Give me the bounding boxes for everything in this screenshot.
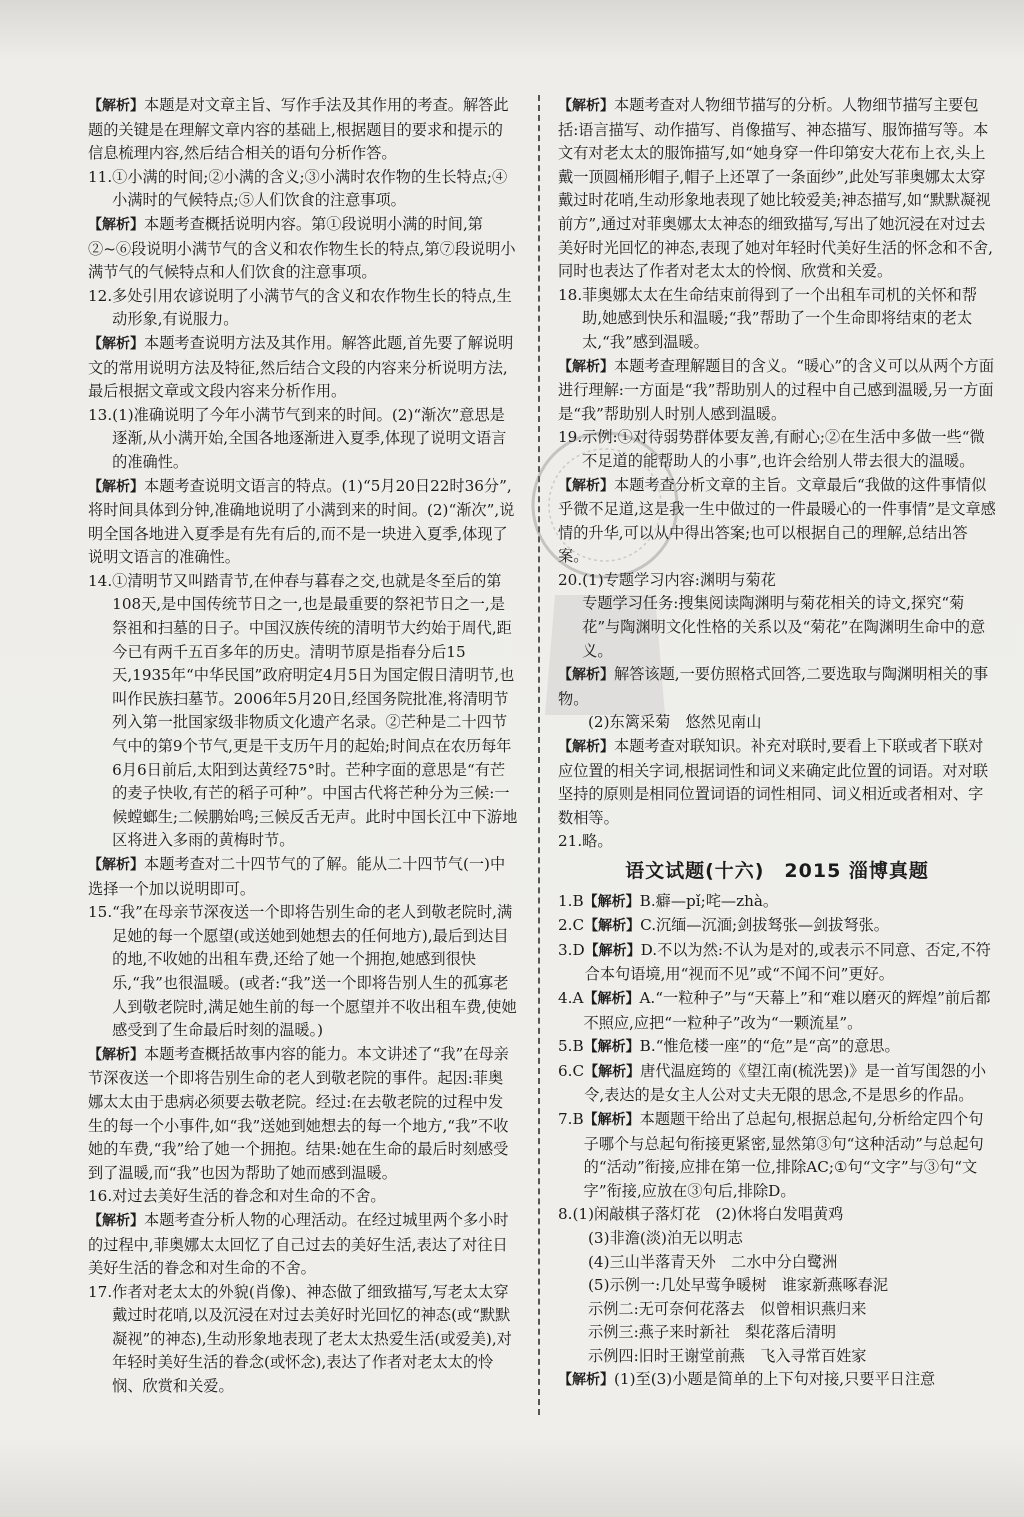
item-number: 18. bbox=[558, 285, 583, 304]
item-text: ①小满的时间;②小满的含义;③小满时农作物的生长特点;④小满时的气候特点;⑤人们饮食的注意事项。 bbox=[112, 167, 508, 210]
analysis-paragraph bbox=[558, 1108, 996, 1203]
item-number: 12. bbox=[88, 286, 113, 305]
analysis-tag: 【解析】 bbox=[88, 478, 144, 495]
analysis-tag: 【解析】 bbox=[583, 990, 640, 1007]
item-number: 17. bbox=[88, 1282, 113, 1301]
analysis-tag: 【解析】 bbox=[583, 893, 640, 910]
item-number: 2.C bbox=[558, 916, 585, 935]
answer-item bbox=[558, 1203, 996, 1227]
item-number: 16. bbox=[88, 1187, 113, 1206]
item-text: 本题考查概括故事内容的能力。本文讲述了“我”在母亲节深夜送一个即将告别生命的老人到敬老院的事件。起因:菲奥娜太太由于患病必须要去敬老院。经过:在去敬老院的过程中发生的每一个小事件,如“我”送她到她想去的每一个地方,“我”不收她的车费,“我”给了她一个拥抱。结果:她在生命的最后时刻感受到了温暖,而“我”也因为帮助了她而感到温暖。 bbox=[88, 1044, 509, 1182]
poem-line: (5)示例一:几处早莺争暖树 谁家新燕啄春泥 bbox=[588, 1276, 889, 1295]
analysis-tag: 【解析】 bbox=[558, 358, 614, 375]
analysis-tag: 【解析】 bbox=[88, 98, 144, 114]
section-answers bbox=[558, 890, 996, 1227]
answer-item bbox=[88, 901, 518, 1043]
item-text: 本题考查分析文章的主旨。文章最后“我做的这件事情似乎微不足道,这是我一生中做过的一件最暖心的一件事情”是文章感情的升华,可以从中得出答案;也可以根据自己的理解,总结出答案。 bbox=[558, 475, 996, 566]
answer-item bbox=[88, 570, 518, 853]
item-text: 本题考查理解题目的含义。“暖心”的含义可以从两个方面进行理解:一方面是“我”帮助别人的过程中自己感到温暖,另一方面是“我”帮助别人时别人感到温暖。 bbox=[558, 356, 995, 423]
answer-item bbox=[558, 830, 996, 854]
analysis-paragraph bbox=[558, 735, 996, 830]
item-text: (1)闲敲棋子落灯花 (2)休将白发唱黄鸡 bbox=[572, 1205, 844, 1224]
item-text: 解答该题,一要仿照格式回答,二要选取与陶渊明相关的事物。 bbox=[558, 665, 989, 708]
analysis-paragraph bbox=[88, 94, 518, 166]
item-text: 本题考查分析人物的心理活动。在经过城里两个多小时的过程中,菲奥娜太太回忆了自己过去的美好生活,表达了对往日美好生活的眷念和对生命的不舍。 bbox=[88, 1210, 509, 1278]
answer-item bbox=[88, 404, 518, 475]
analysis-paragraph bbox=[558, 890, 996, 915]
analysis-tag: 【解析】 bbox=[88, 857, 144, 873]
item-text: 本题考查概括说明内容。第①段说明小满的时间,第②~⑥段说明小满节气的含义和农作物生长的特点,第⑦段说明小满节气的气候特点和人们饮食的注意事项。 bbox=[88, 214, 516, 282]
item-text: (1)准确说明了今年小满节气到来的时间。(2)“渐次”意思是逐渐,从小满开始,全国各地逐渐进入夏季,体现了说明文语言的准确性。 bbox=[112, 405, 507, 471]
item-text: (2)东篱采菊 悠然见南山 bbox=[588, 713, 762, 732]
item-text: 多处引用农谚说明了小满节气的含义和农作物生长的特点,生动形象,有说服力。 bbox=[112, 286, 512, 329]
analysis-paragraph bbox=[88, 1209, 518, 1281]
item-text: 本题考查对人物细节描写的分析。人物细节描写主要包括:语言描写、动作描写、肖像描写、神态描写、服饰描写等。本文有对老太太的服饰描写,如“她身穿一件印第安大花布上衣,头上戴一顶圆桶形帽子,帽子上还罩了一条面纱”,此处写菲奥娜太太穿戴过时花哨,生动形象地表现了她比较爱美;神态描写,如“默默凝视前方”,通过对菲奥娜太太神态的细致描写,写出了她沉浸在对过去美好时光回忆的神态,表现了她对年轻时代美好生活的怀念和不舍,同时也表达了作者对老太太的怜悯、欣赏和关爱。 bbox=[558, 96, 993, 281]
analysis-tag: 【解析】 bbox=[558, 98, 614, 114]
answer-item bbox=[88, 285, 518, 332]
poem-line: (4)三山半落青天外 二水中分白鹭洲 bbox=[588, 1252, 838, 1271]
analysis-tag: 【解析】 bbox=[584, 918, 641, 935]
analysis-tag: 【解析】 bbox=[584, 942, 641, 959]
analysis-paragraph bbox=[88, 1043, 518, 1186]
analysis-paragraph bbox=[88, 853, 518, 901]
answer-item bbox=[558, 569, 996, 663]
analysis-tag: 【解析】 bbox=[88, 1212, 144, 1229]
analysis-paragraph bbox=[88, 213, 518, 285]
item-number: 6.C bbox=[558, 1061, 585, 1080]
poem-line: 示例四:旧时王谢堂前燕 飞入寻常百姓家 bbox=[588, 1346, 867, 1365]
analysis-paragraph bbox=[558, 355, 996, 427]
item-number: 14. bbox=[88, 571, 113, 590]
item-number: 8. bbox=[558, 1205, 573, 1224]
item-text: 本题考查对二十四节气的了解。能从二十四节气(一)中选择一个加以说明即可。 bbox=[88, 855, 506, 898]
analysis-paragraph bbox=[558, 474, 996, 569]
answer-item bbox=[558, 426, 996, 473]
item-text: 本题题干给出了总起句,根据总起句,分析给定四个句子哪个与总起句衔接更紧密,显然第③句“这种活动”与总起句的“活动”衔接,应排在第一位,排除AC;①句“文字”与③句“文字”衔接,应放在③句后,排除D。 bbox=[583, 1109, 984, 1200]
item-text: 作者对老太太的外貌(肖像)、神态做了细致描写,写老太太穿戴过时花哨,以及沉浸在对过去美好时光回忆的神态(或“默默凝视”的神态),生动形象地表现了老太太热爱生活(或爱美),对年轻时美好生活的眷念(或怀念),表达了作者对老太太的怜悯、欣赏和关爱。 bbox=[112, 1282, 512, 1396]
right-column bbox=[558, 94, 996, 1393]
analysis-paragraph bbox=[88, 475, 518, 570]
analysis-tag: 【解析】 bbox=[583, 1111, 640, 1128]
item-number: 19. bbox=[558, 428, 583, 447]
left-column bbox=[88, 94, 518, 1399]
item-number: 7.B bbox=[558, 1109, 584, 1128]
item-text: “我”在母亲节深夜送一个即将告别生命的老人到敬老院时,满足她的每一个愿望(或送她到她想去的任何地方),最后到达目的地,不收她的出租车费,还给了她一个拥抱,她感到很快乐,“我”也很温暖。(或者:“我”送一个即将告别人生的孤寡老人到敬老院时,满足她生前的每一个愿望并不收出租车费,使她感受到了生命最后时刻的温暖。) bbox=[112, 903, 517, 1040]
item-text: B.“惟危楼一座”的“危”是“高”的意思。 bbox=[639, 1037, 900, 1056]
item-text: 略。 bbox=[582, 832, 613, 851]
item-number: 13. bbox=[88, 405, 113, 424]
item-number: 20. bbox=[558, 570, 583, 589]
item-text: (1)专题学习内容:渊明与菊花 专题学习任务:搜集阅读陶渊明与菊花相关的诗文,探究“菊花”与陶渊明文化性格的关系以及“菊花”在陶渊明生命中的意义。 bbox=[582, 570, 986, 660]
analysis-tag: 【解析】 bbox=[88, 335, 144, 352]
answer-item bbox=[558, 284, 996, 355]
analysis-paragraph bbox=[558, 94, 996, 284]
analysis-tag: 【解析】 bbox=[558, 739, 614, 756]
answer-item bbox=[88, 166, 518, 213]
item-number: 1.B bbox=[558, 891, 584, 910]
analysis-paragraph bbox=[558, 914, 996, 939]
analysis-paragraph bbox=[558, 1035, 996, 1060]
right-answers bbox=[558, 94, 996, 854]
answer-item bbox=[88, 1185, 518, 1209]
poem-line: 示例二:无可奈何花落去 似曾相识燕归来 bbox=[588, 1299, 867, 1318]
analysis-tag: 【解析】 bbox=[584, 1063, 641, 1080]
item-text: B.癖—pǐ;咤—zhà。 bbox=[639, 891, 779, 910]
analysis-tag: 【解析】 bbox=[88, 216, 144, 233]
column-divider bbox=[538, 95, 540, 1415]
item-number: 21. bbox=[558, 832, 583, 851]
analysis-paragraph bbox=[88, 332, 518, 404]
item-text: 本题考查对联知识。补充对联时,要看上下联或者下联对应位置的相关字词,根据词性和词义来确定此位置的词语。对对联坚持的原则是相同位置词语的词性相同、词义相近或者相对、字数相等。 bbox=[558, 737, 989, 827]
poem-line: 示例三:燕子来时新社 梨花落后清明 bbox=[588, 1323, 837, 1342]
analysis-tag: 【解析】 bbox=[88, 1046, 144, 1063]
answer-item bbox=[88, 1281, 518, 1399]
analysis-tag: 【解析】 bbox=[583, 1039, 640, 1056]
answer-item bbox=[558, 711, 996, 735]
analysis-tag: 【解析】 bbox=[558, 667, 614, 684]
item-text: 本题考查说明方法及其作用。解答此题,首先要了解说明文的常用说明方法及特征,然后结合文段的内容来分析说明方法,最后根据文章或文段内容来分析作用。 bbox=[88, 333, 514, 401]
analysis-paragraph bbox=[558, 939, 996, 987]
item-text: 本题考查说明文语言的特点。(1)“5月20日22时36分”,将时间具体到分钟,准确地说明了小满到来的时间。(2)“渐次”,说明全国各地进入夏季是有先有后的,而不是一块进入夏季,体现了说明文语言的准确性。 bbox=[88, 476, 515, 567]
item-number: 15. bbox=[88, 903, 113, 922]
analysis-tag: 【解析】 bbox=[558, 477, 614, 494]
section-title: 语文试题(十六) 2015 淄博真题 bbox=[625, 860, 929, 882]
item-text: ①清明节又叫踏青节,在仲春与暮春之交,也就是冬至后的第108天,是中国传统节日之一,也是最重要的祭祀节日之一,是祭祖和扫墓的日子。中国汉族传统的清明节大约始于周代,距今已有两千五百多年的历史。清明节原是指春分后15天,1935年“中华民国”政府明定4月5日为国定假日清明节,也叫作民族扫墓节。2006年5月20日,经国务院批准,将清明节列入第一批国家级非物质文化遗产名录。②芒种是二十四节气中的第9个节气,更是干支历午月的起始;时间点在农历每年6月6日前后,太阳到达黄经75°时。芒种字面的意思是“有芒的麦子快收,有芒的稻子可种”。中国古代将芒种分为三候:一候螳螂生;二候鹏始鸣;三候反舌无声。此时中国长江中下游地区将进入多雨的黄梅时节。 bbox=[112, 571, 518, 850]
item-text: D.不以为然:不认为是对的,或表示不同意、否定,不符合本句语境,用“视而不见”或“不闻不问”更好。 bbox=[584, 940, 991, 984]
item-number: 3.D bbox=[558, 940, 585, 959]
item-text: 唐代温庭筠的《望江南(梳洗罢)》是一首写闺怨的小令,表达的是女主人公对丈夫无限的思念,不是思乡的作品。 bbox=[584, 1061, 987, 1105]
analysis-paragraph bbox=[558, 663, 996, 711]
analysis-paragraph bbox=[558, 987, 996, 1035]
item-text: 示例:①对待弱势群体要友善,有耐心;②在生活中多做一些“微不足道的能帮助人的小事”,也许会给别人带去很大的温暖。 bbox=[582, 428, 985, 470]
poem-answers bbox=[558, 1227, 996, 1369]
item-number: 11. bbox=[88, 167, 113, 186]
item-text: 菲奥娜太太在生命结束前得到了一个出租车司机的关怀和帮助,她感到快乐和温暖;“我”帮助了一个生命即将结束的老太太,“我”感到温暖。 bbox=[582, 285, 978, 351]
item-text: 对过去美好生活的眷念和对生命的不舍。 bbox=[112, 1187, 386, 1206]
item-text: 本题是对文章主旨、写作手法及其作用的考查。解答此题的关键是在理解文章内容的基础上,根据题目的要求和提示的信息梳理内容,然后结合相关的语句分析作答。 bbox=[88, 96, 509, 163]
item-number: 5.B bbox=[558, 1037, 584, 1056]
item-text: C.沉缅—沉湎;剑拔驽张—剑拔弩张。 bbox=[640, 916, 889, 935]
poem-line: (3)非澹(淡)泊无以明志 bbox=[588, 1228, 743, 1247]
last-analysis: 【解析】(1)至(3)小题是简单的上下句对接,只要平日注意 bbox=[558, 1370, 936, 1389]
item-number: 4.A bbox=[558, 988, 584, 1007]
item-text: A.“一粒种子”与“天幕上”和“难以磨灭的辉煌”前后都不照应,应把“一粒种子”改为“一颗流星”。 bbox=[583, 988, 991, 1032]
analysis-paragraph bbox=[558, 1060, 996, 1108]
